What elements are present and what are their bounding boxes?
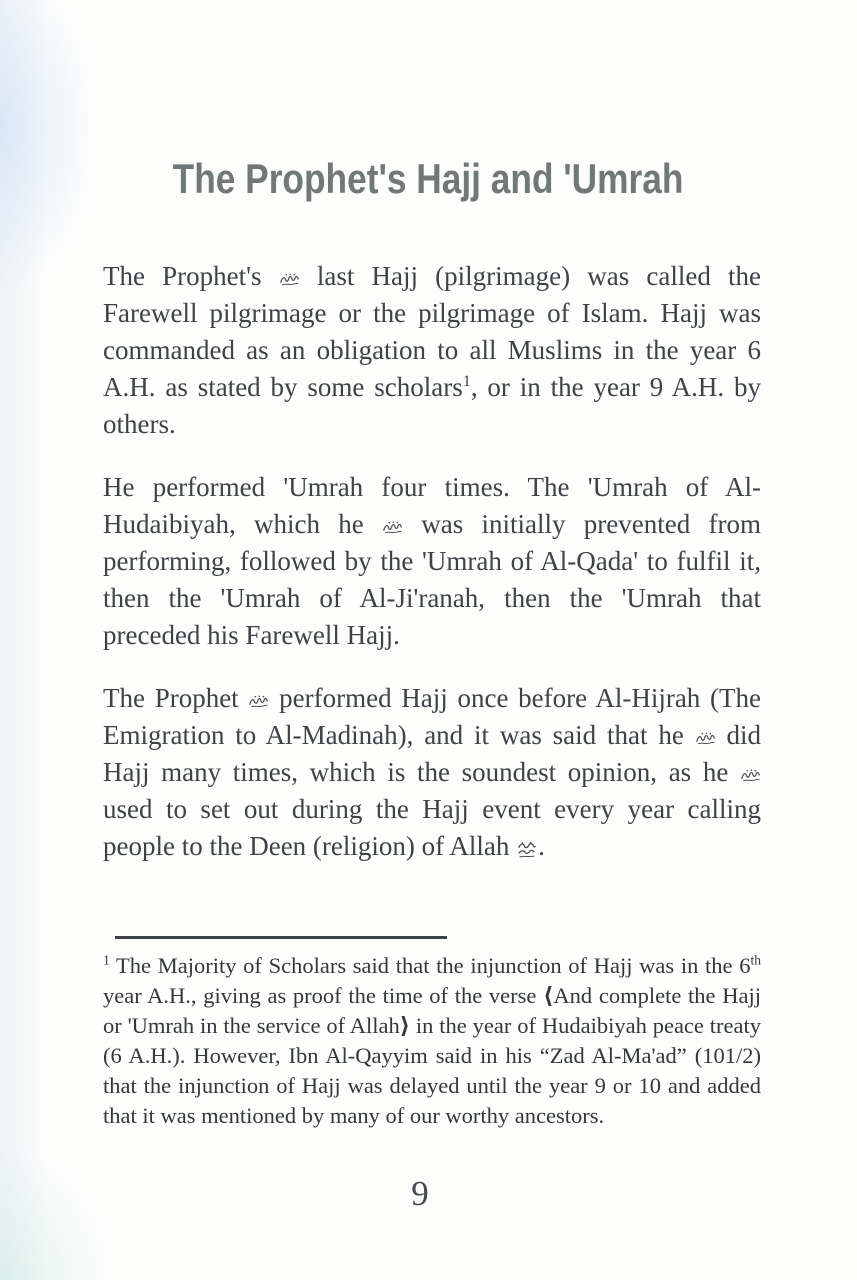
salawat-symbol xyxy=(740,768,761,783)
body-text xyxy=(103,258,761,865)
superscript: 1 xyxy=(462,372,471,390)
salawat-symbol xyxy=(695,731,716,746)
page-number: 9 xyxy=(411,1174,429,1213)
superscript: th xyxy=(750,952,761,968)
honorific-symbol xyxy=(516,841,538,860)
superscript: 1 xyxy=(103,952,110,968)
footnote-text: $^1$ The Majority of Scholars said that the injunction of Hajj was in the 6th year A.H., giving as proof the time of the verse ⟨And complete the Hajj or 'Umrah in the service of Allah⟩ in the year of Hudaibiyah peace treaty (6 A.H.). However, Ibn Al-Qayyim said in his “Zad Al-Ma'ad” (101/2) that the injunction of Hajj was delayed until the year 9 or 10 and added that it was mentioned by many of our worthy ancestors. xyxy=(103,952,762,1128)
body-paragraph-3: The Prophet performed Hajj once before Al-Hijrah (The Emigration to Al-Madinah), and it was said that he did Hajj many times, which is the soundest opinion, as he used to set out during the Hajj event every year calling people to the Deen (religion) of Allah . xyxy=(103,683,761,861)
footnote-separator xyxy=(115,936,447,939)
salawat-symbol xyxy=(248,694,269,709)
page-title xyxy=(0,155,857,202)
verse-bracket: ⟩ xyxy=(399,1013,411,1038)
page-title-text: The Prophet's Hajj and 'Umrah xyxy=(173,155,684,202)
salawat-symbol xyxy=(382,520,403,535)
footnote-block xyxy=(103,936,761,1131)
salawat-symbol xyxy=(279,272,300,287)
body-paragraph-2: He performed 'Umrah four times. The 'Umrah of Al-Hudaibiyah, which he was initially prevented from performing, followed by the 'Umrah of Al-Qada' to fulfil it, then the 'Umrah of Al-Ji'ranah, then the 'Umrah that preceded his Farewell Hajj. xyxy=(103,472,761,650)
verse-bracket: ⟨ xyxy=(543,983,554,1008)
body-paragraph-1: The Prophet's last Hajj (pilgrimage) was called the Farewell pilgrimage or the pilgrimage of Islam. Hajj was commanded as an obligation to all Muslims in the year 6 A.H. as stated by some scholars$^1$, or in the year 9 A.H. by others. xyxy=(103,261,762,439)
